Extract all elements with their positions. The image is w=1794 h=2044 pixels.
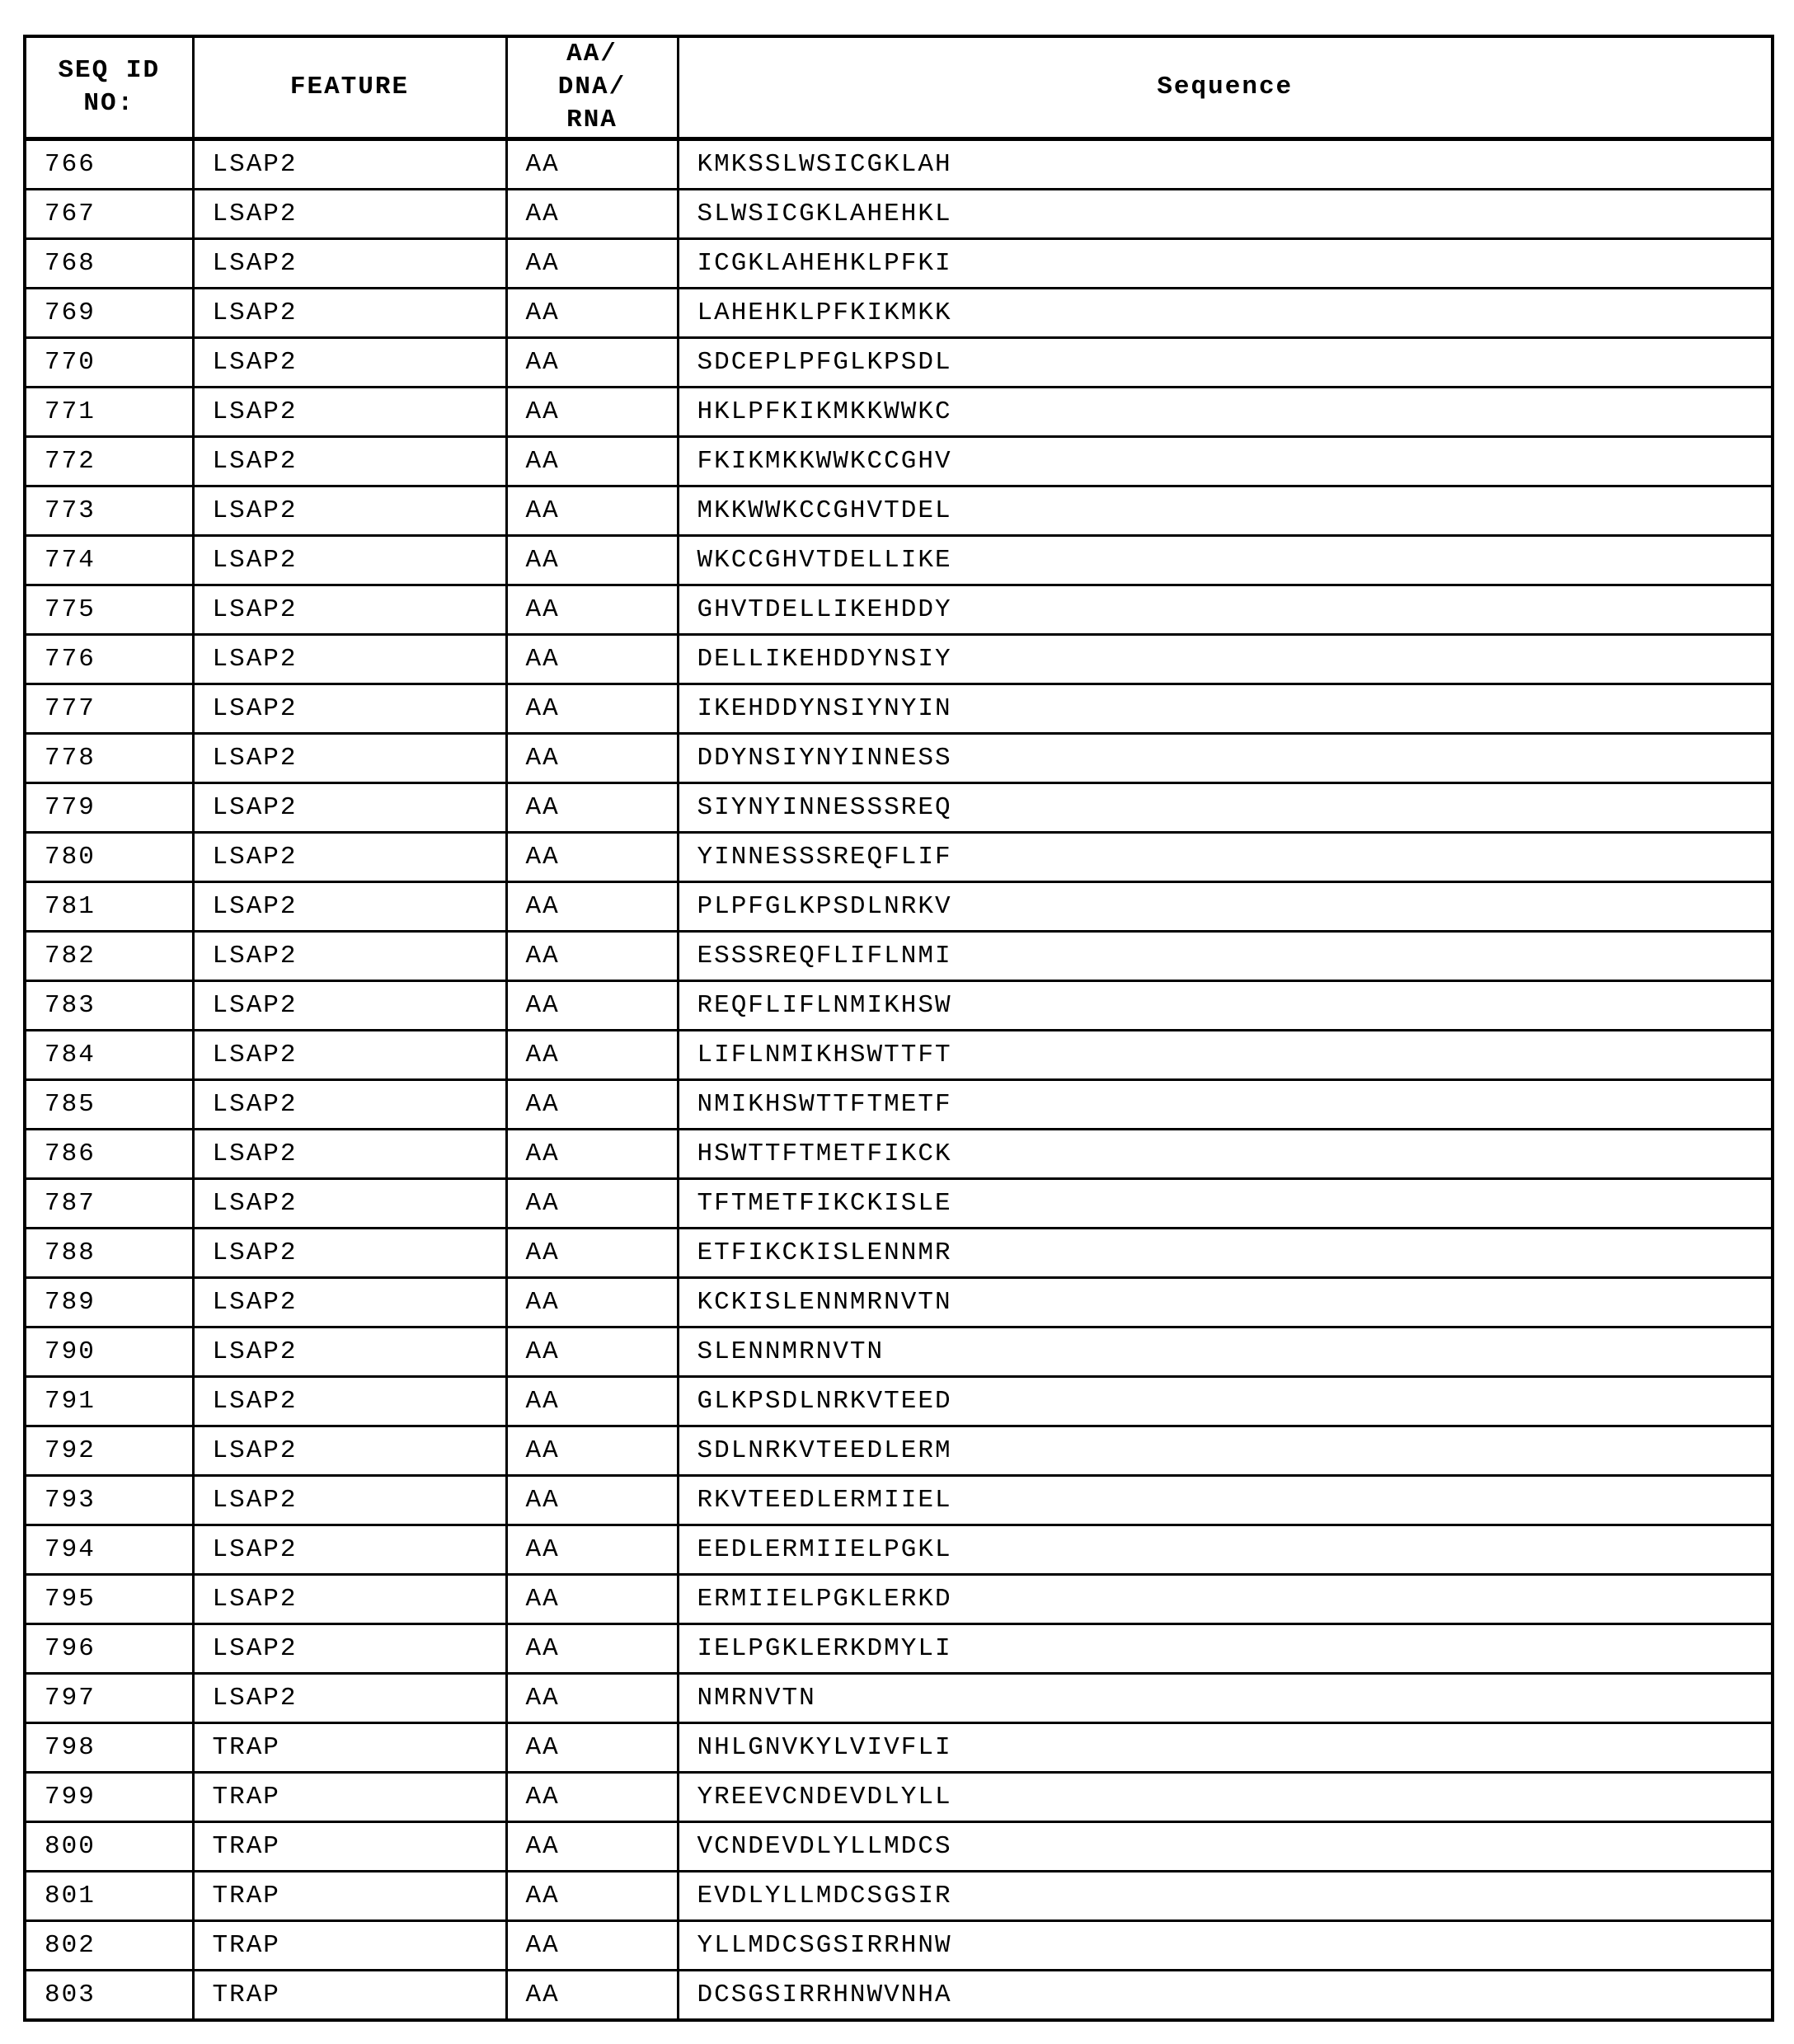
col-header-aa-dna-rna: AA/ DNA/ RNA — [506, 36, 678, 139]
feature-cell: LSAP2 — [193, 882, 506, 932]
table-row — [25, 289, 1773, 338]
col-header-feature: FEATURE — [193, 36, 506, 139]
feature-cell: LSAP2 — [193, 1327, 506, 1377]
feature-cell: LSAP2 — [193, 1426, 506, 1476]
table-row — [25, 1377, 1773, 1426]
type-cell: AA — [506, 1130, 678, 1179]
type-cell: AA — [506, 1031, 678, 1080]
seq-id-cell: 774 — [25, 536, 193, 585]
sequence-cell: ESSSREQFLIFLNMI — [678, 932, 1773, 981]
type-cell: AA — [506, 1179, 678, 1229]
type-cell: AA — [506, 1971, 678, 2021]
sequence-cell: SDCEPLPFGLKPSDL — [678, 338, 1773, 388]
seq-id-cell: 782 — [25, 932, 193, 981]
table-row — [25, 1773, 1773, 1822]
table-body — [25, 139, 1773, 2021]
sequence-cell: NMIKHSWTTFTMETF — [678, 1080, 1773, 1130]
sequence-cell: WKCCGHVTDELLIKE — [678, 536, 1773, 585]
sequence-cell: EVDLYLLMDCSGSIR — [678, 1872, 1773, 1921]
table-row — [25, 1822, 1773, 1872]
sequence-cell: ERMIIELPGKLERKD — [678, 1575, 1773, 1624]
table-row — [25, 1426, 1773, 1476]
feature-cell: LSAP2 — [193, 1674, 506, 1723]
sequence-cell: YINNESSSREQFLIF — [678, 833, 1773, 882]
type-cell: AA — [506, 1822, 678, 1872]
feature-cell: LSAP2 — [193, 536, 506, 585]
seq-id-cell: 777 — [25, 684, 193, 734]
sequence-cell: IELPGKLERKDMYLI — [678, 1624, 1773, 1674]
sequence-cell: LAHEHKLPFKIKMKK — [678, 289, 1773, 338]
feature-cell: LSAP2 — [193, 684, 506, 734]
table-row — [25, 833, 1773, 882]
feature-cell: TRAP — [193, 1723, 506, 1773]
table-row — [25, 635, 1773, 684]
sequence-cell: FKIKMKKWWKCCGHV — [678, 437, 1773, 486]
type-cell: AA — [506, 289, 678, 338]
header-row — [25, 36, 1773, 139]
seq-id-cell: 796 — [25, 1624, 193, 1674]
sequence-cell: YREEVCNDEVDLYLL — [678, 1773, 1773, 1822]
table-row — [25, 1031, 1773, 1080]
feature-cell: LSAP2 — [193, 1130, 506, 1179]
type-cell: AA — [506, 388, 678, 437]
feature-cell: LSAP2 — [193, 1377, 506, 1426]
seq-id-cell: 789 — [25, 1278, 193, 1327]
type-cell: AA — [506, 635, 678, 684]
feature-cell: LSAP2 — [193, 734, 506, 783]
table-row — [25, 1229, 1773, 1278]
seq-id-cell: 795 — [25, 1575, 193, 1624]
seq-id-cell: 787 — [25, 1179, 193, 1229]
feature-cell: LSAP2 — [193, 585, 506, 635]
type-cell: AA — [506, 1575, 678, 1624]
seq-id-cell: 778 — [25, 734, 193, 783]
seq-id-cell: 780 — [25, 833, 193, 882]
feature-cell: TRAP — [193, 1971, 506, 2021]
seq-id-cell: 803 — [25, 1971, 193, 2021]
table-row — [25, 239, 1773, 289]
sequence-cell: NHLGNVKYLVIVFLI — [678, 1723, 1773, 1773]
type-cell: AA — [506, 1327, 678, 1377]
feature-cell: TRAP — [193, 1921, 506, 1971]
seq-id-cell: 770 — [25, 338, 193, 388]
feature-cell: LSAP2 — [193, 1476, 506, 1525]
type-cell: AA — [506, 1872, 678, 1921]
table-row — [25, 783, 1773, 833]
table-row — [25, 684, 1773, 734]
col-header-seq-id-no: SEQ ID NO: — [25, 36, 193, 139]
feature-cell: LSAP2 — [193, 437, 506, 486]
type-cell: AA — [506, 981, 678, 1031]
type-cell: AA — [506, 338, 678, 388]
seq-id-cell: 775 — [25, 585, 193, 635]
table-row — [25, 139, 1773, 190]
feature-cell: TRAP — [193, 1822, 506, 1872]
table-row — [25, 338, 1773, 388]
feature-cell: TRAP — [193, 1872, 506, 1921]
type-cell: AA — [506, 882, 678, 932]
type-cell: AA — [506, 783, 678, 833]
sequence-cell: SLWSICGKLAHEHKL — [678, 190, 1773, 239]
table-row — [25, 536, 1773, 585]
seq-id-cell: 791 — [25, 1377, 193, 1426]
sequence-cell: KMKSSLWSICGKLAH — [678, 139, 1773, 190]
type-cell: AA — [506, 932, 678, 981]
table-row — [25, 486, 1773, 536]
seq-id-cell: 799 — [25, 1773, 193, 1822]
seq-id-cell: 794 — [25, 1525, 193, 1575]
table-row — [25, 932, 1773, 981]
table-row — [25, 1971, 1773, 2021]
type-cell: AA — [506, 1377, 678, 1426]
feature-cell: LSAP2 — [193, 932, 506, 981]
sequence-cell: HSWTTFTMETFIKCK — [678, 1130, 1773, 1179]
seq-id-cell: 772 — [25, 437, 193, 486]
sequence-cell: KCKISLENNMRNVTN — [678, 1278, 1773, 1327]
table-row — [25, 437, 1773, 486]
sequence-cell: DELLIKEHDDYNSIY — [678, 635, 1773, 684]
type-cell: AA — [506, 833, 678, 882]
sequence-cell: DDYNSIYNYINNESS — [678, 734, 1773, 783]
type-cell: AA — [506, 536, 678, 585]
table-row — [25, 190, 1773, 239]
seq-id-cell: 792 — [25, 1426, 193, 1476]
table-row — [25, 882, 1773, 932]
table-row — [25, 1327, 1773, 1377]
feature-cell: LSAP2 — [193, 981, 506, 1031]
seq-id-cell: 798 — [25, 1723, 193, 1773]
feature-cell: LSAP2 — [193, 338, 506, 388]
col-header-sequence: Sequence — [678, 36, 1773, 139]
type-cell: AA — [506, 734, 678, 783]
sequence-cell: SLENNMRNVTN — [678, 1327, 1773, 1377]
sequence-cell: NMRNVTN — [678, 1674, 1773, 1723]
table-row — [25, 1476, 1773, 1525]
seq-id-cell: 802 — [25, 1921, 193, 1971]
seq-id-cell: 783 — [25, 981, 193, 1031]
feature-cell: LSAP2 — [193, 1624, 506, 1674]
seq-id-cell: 793 — [25, 1476, 193, 1525]
type-cell: AA — [506, 1773, 678, 1822]
sequence-cell: HKLPFKIKMKKWWKC — [678, 388, 1773, 437]
table-row — [25, 1130, 1773, 1179]
feature-cell: LSAP2 — [193, 190, 506, 239]
feature-cell: LSAP2 — [193, 1080, 506, 1130]
table-row — [25, 1723, 1773, 1773]
sequence-cell: GLKPSDLNRKVTEED — [678, 1377, 1773, 1426]
sequence-cell: IKEHDDYNSIYNYIN — [678, 684, 1773, 734]
sequence-cell: SIYNYINNESSSREQ — [678, 783, 1773, 833]
feature-cell: LSAP2 — [193, 139, 506, 190]
table-row — [25, 1624, 1773, 1674]
sequence-cell: YLLMDCSGSIRRHNW — [678, 1921, 1773, 1971]
type-cell: AA — [506, 190, 678, 239]
table-row — [25, 1278, 1773, 1327]
table-row — [25, 1921, 1773, 1971]
seq-id-cell: 800 — [25, 1822, 193, 1872]
type-cell: AA — [506, 1229, 678, 1278]
seq-id-cell: 785 — [25, 1080, 193, 1130]
sequence-cell: DCSGSIRRHNWVNHA — [678, 1971, 1773, 2021]
feature-cell: LSAP2 — [193, 635, 506, 684]
type-cell: AA — [506, 139, 678, 190]
feature-cell: TRAP — [193, 1773, 506, 1822]
type-cell: AA — [506, 585, 678, 635]
type-cell: AA — [506, 684, 678, 734]
seq-id-cell: 767 — [25, 190, 193, 239]
seq-id-cell: 797 — [25, 1674, 193, 1723]
sequence-cell: EEDLERMIIELPGKL — [678, 1525, 1773, 1575]
seq-id-cell: 788 — [25, 1229, 193, 1278]
feature-cell: LSAP2 — [193, 1278, 506, 1327]
feature-cell: LSAP2 — [193, 289, 506, 338]
sequence-cell: VCNDEVDLYLLMDCS — [678, 1822, 1773, 1872]
sequence-cell: REQFLIFLNMIKHSW — [678, 981, 1773, 1031]
table-row — [25, 981, 1773, 1031]
sequence-cell: LIFLNMIKHSWTTFT — [678, 1031, 1773, 1080]
type-cell: AA — [506, 486, 678, 536]
feature-cell: LSAP2 — [193, 1229, 506, 1278]
type-cell: AA — [506, 1278, 678, 1327]
type-cell: AA — [506, 239, 678, 289]
seq-id-cell: 801 — [25, 1872, 193, 1921]
table-row — [25, 1179, 1773, 1229]
table-row — [25, 734, 1773, 783]
seq-id-cell: 779 — [25, 783, 193, 833]
feature-cell: LSAP2 — [193, 486, 506, 536]
type-cell: AA — [506, 1723, 678, 1773]
table-row — [25, 1674, 1773, 1723]
seq-id-cell: 786 — [25, 1130, 193, 1179]
seq-id-cell: 781 — [25, 882, 193, 932]
type-cell: AA — [506, 1426, 678, 1476]
table-row — [25, 1872, 1773, 1921]
sequence-cell: GHVTDELLIKEHDDY — [678, 585, 1773, 635]
sequence-cell: TFTMETFIKCKISLE — [678, 1179, 1773, 1229]
seq-id-cell: 771 — [25, 388, 193, 437]
sequence-cell: ETFIKCKISLENNMR — [678, 1229, 1773, 1278]
sequence-cell: ICGKLAHEHKLPFKI — [678, 239, 1773, 289]
seq-id-cell: 784 — [25, 1031, 193, 1080]
feature-cell: LSAP2 — [193, 388, 506, 437]
feature-cell: LSAP2 — [193, 1575, 506, 1624]
sequence-cell: PLPFGLKPSDLNRKV — [678, 882, 1773, 932]
type-cell: AA — [506, 1624, 678, 1674]
type-cell: AA — [506, 1525, 678, 1575]
sequence-cell: MKKWWKCCGHVTDEL — [678, 486, 1773, 536]
sequence-cell: SDLNRKVTEEDLERM — [678, 1426, 1773, 1476]
feature-cell: LSAP2 — [193, 833, 506, 882]
feature-cell: LSAP2 — [193, 1179, 506, 1229]
table-row — [25, 388, 1773, 437]
seq-id-cell: 790 — [25, 1327, 193, 1377]
feature-cell: LSAP2 — [193, 239, 506, 289]
feature-cell: LSAP2 — [193, 783, 506, 833]
feature-cell: LSAP2 — [193, 1031, 506, 1080]
seq-id-cell: 766 — [25, 139, 193, 190]
sequence-listing-table — [23, 35, 1774, 2022]
table-row — [25, 1575, 1773, 1624]
seq-id-cell: 773 — [25, 486, 193, 536]
type-cell: AA — [506, 1674, 678, 1723]
type-cell: AA — [506, 1080, 678, 1130]
sequence-cell: RKVTEEDLERMIIEL — [678, 1476, 1773, 1525]
feature-cell: LSAP2 — [193, 1525, 506, 1575]
table-row — [25, 585, 1773, 635]
type-cell: AA — [506, 1921, 678, 1971]
type-cell: AA — [506, 1476, 678, 1525]
seq-id-cell: 768 — [25, 239, 193, 289]
table-header — [25, 36, 1773, 139]
table-row — [25, 1080, 1773, 1130]
seq-id-cell: 776 — [25, 635, 193, 684]
seq-id-cell: 769 — [25, 289, 193, 338]
table-row — [25, 1525, 1773, 1575]
type-cell: AA — [506, 437, 678, 486]
